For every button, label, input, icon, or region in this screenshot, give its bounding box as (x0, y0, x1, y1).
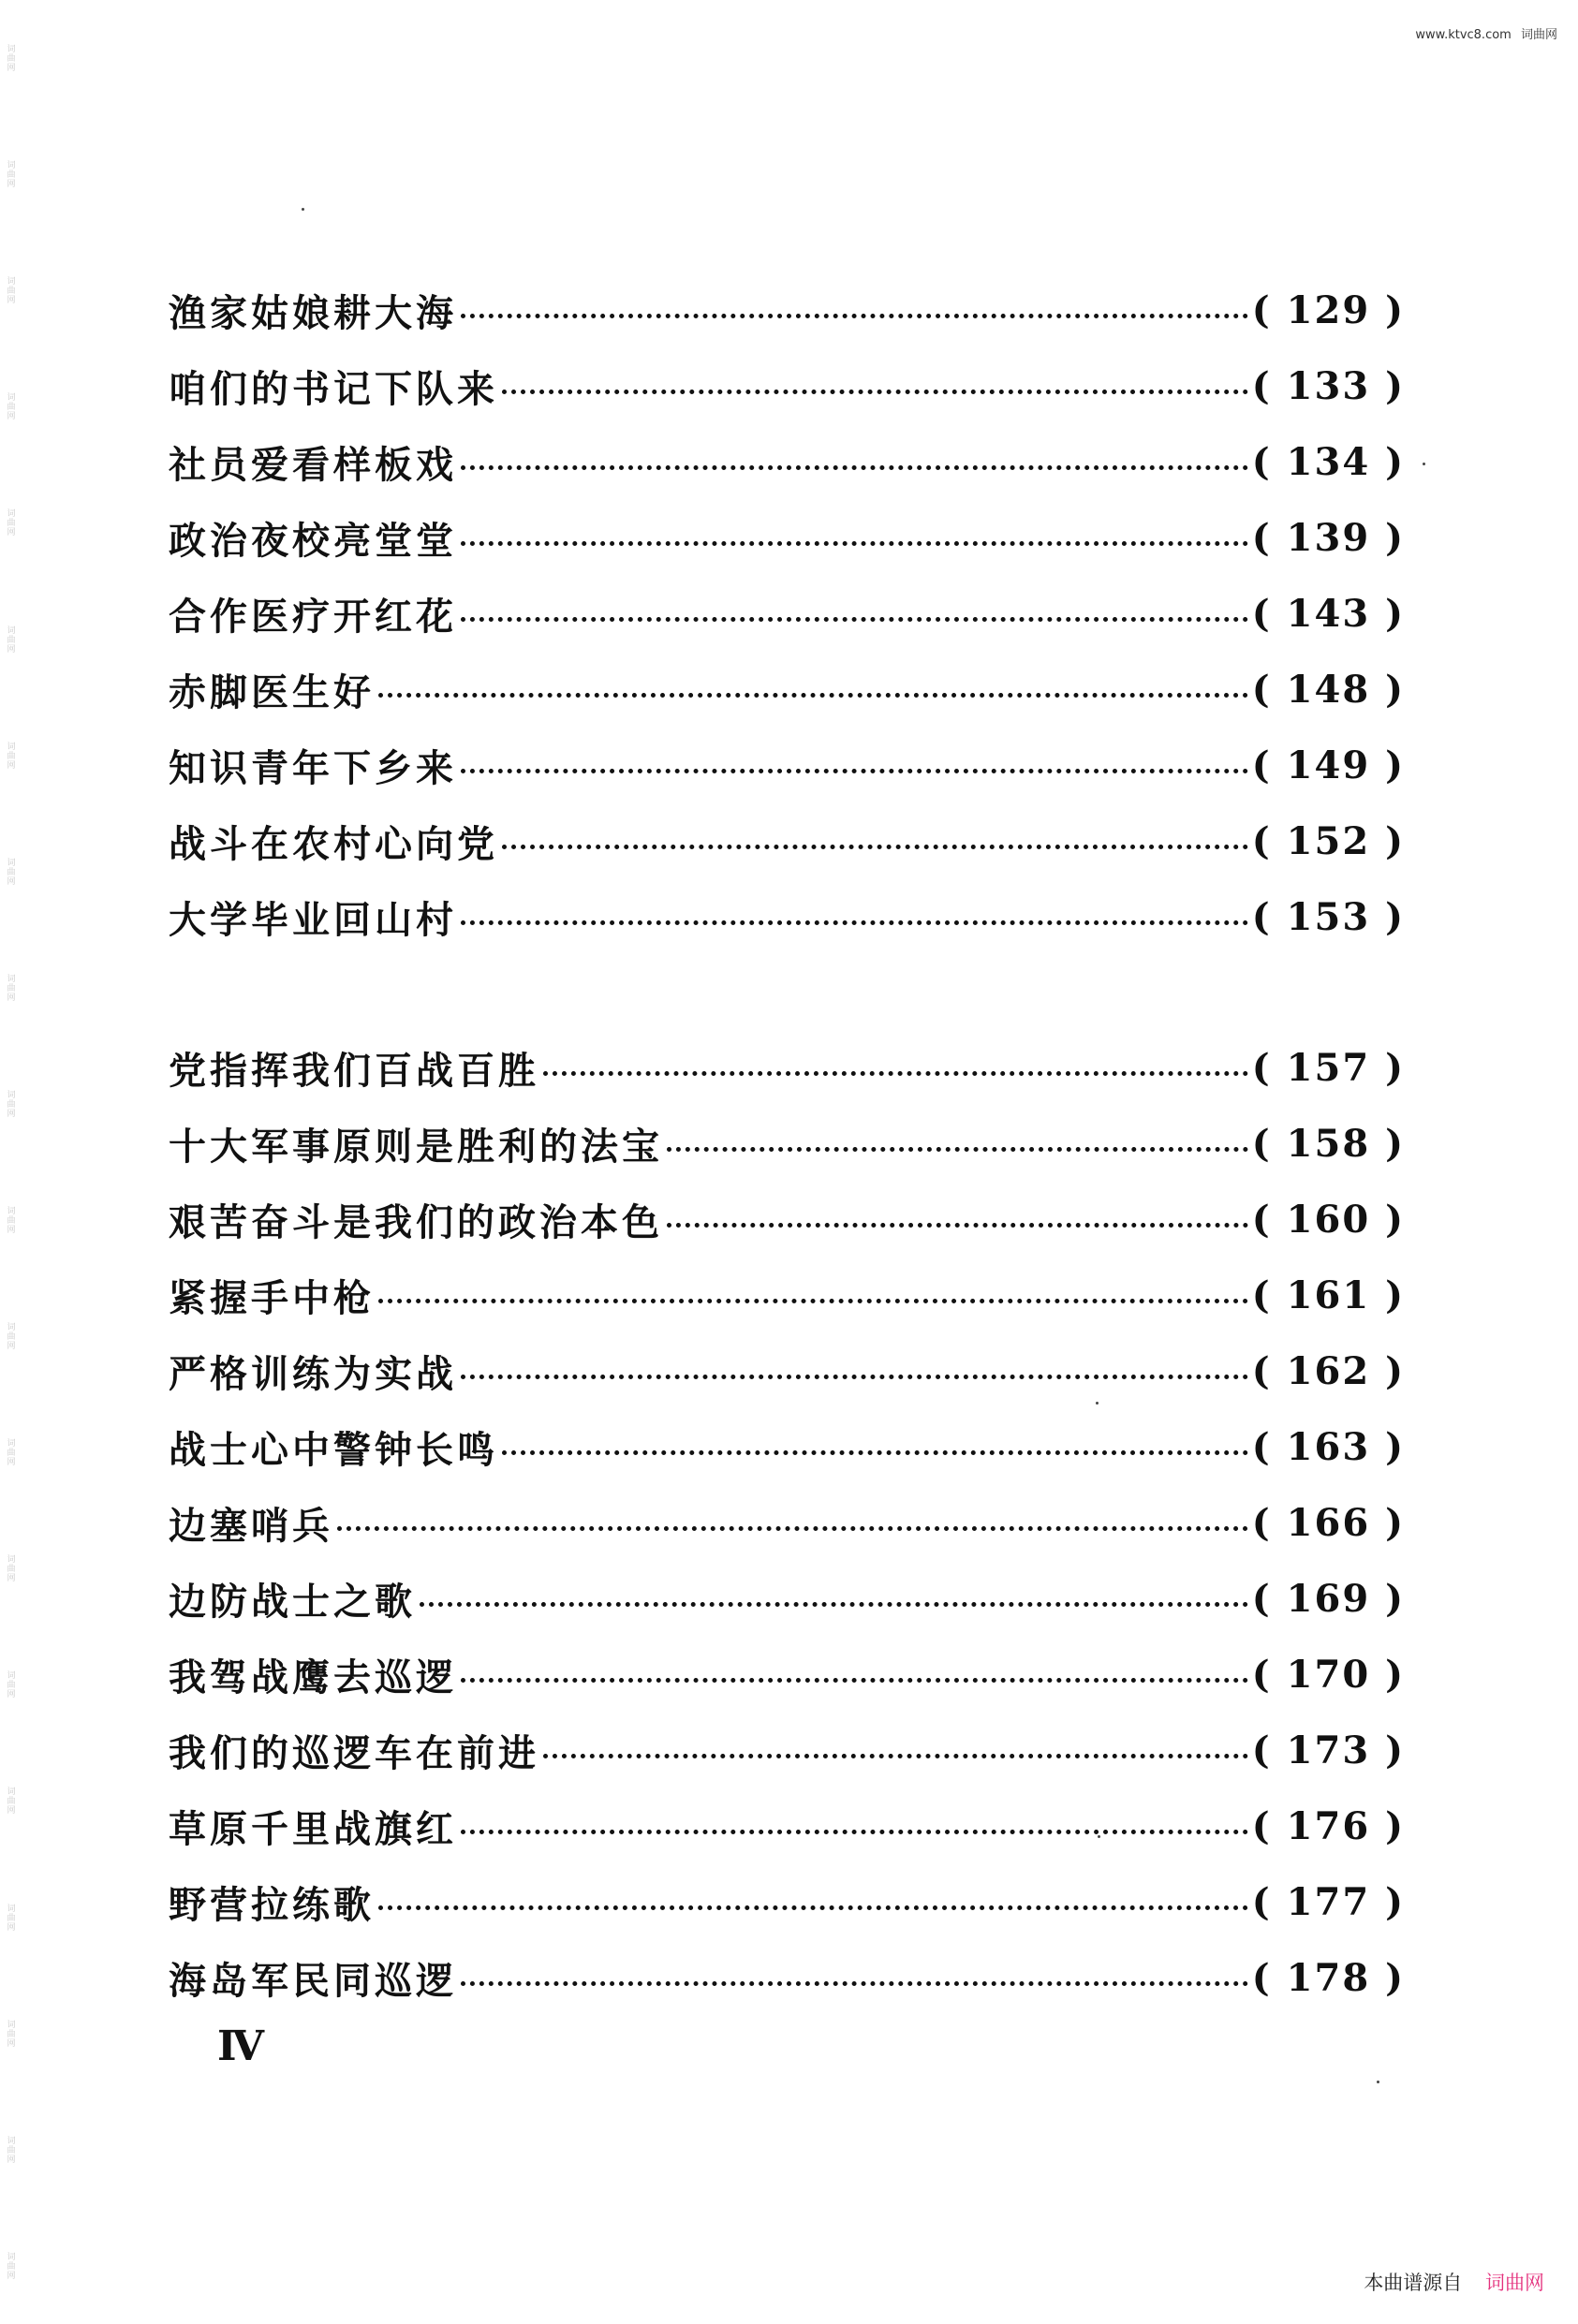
toc-entry-title: 草原千里战旗红 (169, 1807, 457, 1851)
toc-entry-page: ( 162 ) (1251, 1349, 1405, 1393)
site-name: 词曲网 (1520, 28, 1557, 42)
toc-entry-page: ( 158 ) (1251, 1122, 1405, 1166)
dot-leader (461, 465, 1248, 470)
toc-entry-page: ( 163 ) (1251, 1425, 1405, 1469)
scan-speck (1423, 463, 1425, 465)
dot-leader (461, 920, 1248, 925)
toc-entry-page: ( 173 ) (1251, 1728, 1405, 1772)
dot-leader (461, 1981, 1248, 1986)
toc-entry-title: 严格训练为实战 (169, 1352, 457, 1396)
source-label: 本曲谱源自 (1364, 2272, 1463, 2294)
toc-entry[interactable] (169, 1713, 1405, 1788)
toc-entry-page: ( 169 ) (1251, 1577, 1405, 1621)
toc-entry-page: ( 177 ) (1251, 1880, 1405, 1924)
watermark-text: 词曲网 (5, 625, 15, 654)
scan-speck (302, 208, 304, 211)
toc-entry[interactable] (169, 576, 1405, 652)
toc-entry[interactable] (169, 500, 1405, 576)
dot-leader (502, 390, 1248, 394)
toc-entry-page: ( 176 ) (1251, 1804, 1405, 1848)
dot-leader (461, 1375, 1248, 1379)
toc-entry-page: ( 166 ) (1251, 1501, 1405, 1545)
watermark-text: 词曲网 (5, 2135, 15, 2164)
watermark-text: 词曲网 (5, 160, 15, 189)
toc-entry[interactable] (169, 1182, 1405, 1258)
toc-entry[interactable] (169, 1409, 1405, 1485)
watermark-text: 词曲网 (5, 1787, 15, 1816)
toc-entry[interactable] (169, 1940, 1405, 2016)
toc-entry[interactable] (169, 1030, 1405, 1106)
dot-leader (461, 617, 1248, 622)
dot-leader (667, 1223, 1248, 1228)
toc-entry-title: 艰苦奋斗是我们的政治本色 (169, 1200, 663, 1244)
toc-entry[interactable] (169, 1864, 1405, 1940)
scan-speck (1377, 2081, 1379, 2083)
dot-leader (543, 1071, 1248, 1076)
toc-entry[interactable] (169, 1788, 1405, 1864)
dot-leader (420, 1602, 1248, 1607)
toc-entry-page: ( 170 ) (1251, 1653, 1405, 1697)
watermark-text: 词曲网 (5, 276, 15, 305)
dot-leader (461, 769, 1248, 773)
site-url-link[interactable]: www.ktvc8.com (1415, 28, 1512, 42)
toc-entry[interactable] (169, 652, 1405, 728)
toc-entry-page: ( 157 ) (1251, 1046, 1405, 1090)
watermark-text: 词曲网 (5, 741, 15, 770)
scan-speck (1098, 1835, 1100, 1838)
dot-leader (461, 1678, 1248, 1683)
watermark-text: 词曲网 (5, 1089, 15, 1118)
toc-entry-page: ( 133 ) (1251, 364, 1405, 408)
toc-entry[interactable] (169, 879, 1405, 955)
toc-entry[interactable] (169, 1106, 1405, 1182)
toc-entry[interactable] (169, 348, 1405, 424)
toc-entry-title: 党指挥我们百战百胜 (169, 1049, 539, 1093)
dot-leader (461, 1830, 1248, 1834)
toc-entry-title: 政治夜校亮堂堂 (169, 519, 457, 563)
watermark-text: 词曲网 (5, 1205, 15, 1234)
toc-entry-title: 知识青年下乡来 (169, 746, 457, 790)
toc-entry-title: 咱们的书记下队来 (169, 367, 498, 411)
watermark-text: 词曲网 (5, 392, 15, 421)
watermark-text: 词曲网 (5, 1670, 15, 1699)
dot-leader (337, 1526, 1248, 1531)
toc-entry-page: ( 161 ) (1251, 1273, 1405, 1317)
toc-entry-title: 大学毕业回山村 (169, 898, 457, 942)
toc-entry-title: 紧握手中枪 (169, 1276, 375, 1320)
toc-entry[interactable] (169, 1333, 1405, 1409)
dot-leader (461, 314, 1248, 318)
toc-entry-title: 渔家姑娘耕大海 (169, 291, 457, 335)
toc-entry-title: 社员爱看样板戏 (169, 443, 457, 487)
brand-link[interactable]: 词曲网 (1485, 2272, 1544, 2294)
toc-entry-page: ( 148 ) (1251, 668, 1405, 712)
toc-entry-title: 赤脚医生好 (169, 670, 375, 714)
toc-entry-title: 战士心中警钟长鸣 (169, 1428, 498, 1472)
dot-leader (378, 693, 1248, 698)
toc-entry-page: ( 139 ) (1251, 516, 1405, 560)
toc-section-2 (169, 1030, 1405, 2016)
watermark-text: 词曲网 (5, 1554, 15, 1583)
watermark-text: 词曲网 (5, 1438, 15, 1467)
toc-entry[interactable] (169, 803, 1405, 879)
dot-leader (667, 1147, 1248, 1152)
toc-entry-page: ( 134 ) (1251, 440, 1405, 484)
source-footer (1364, 2268, 1544, 2296)
watermark-text: 词曲网 (5, 508, 15, 537)
toc-entry[interactable] (169, 272, 1405, 348)
toc-entry-page: ( 160 ) (1251, 1198, 1405, 1242)
toc-entry[interactable] (169, 424, 1405, 500)
dot-leader (502, 845, 1248, 849)
toc-entry[interactable] (169, 1561, 1405, 1637)
watermark-text: 词曲网 (5, 2019, 15, 2048)
toc-entry-title: 边塞哨兵 (169, 1504, 333, 1548)
toc-entry[interactable] (169, 728, 1405, 803)
toc-entry-page: ( 149 ) (1251, 743, 1405, 787)
watermark-text: 词曲网 (5, 1903, 15, 1932)
watermark-text: 词曲网 (5, 2251, 15, 2280)
toc-entry-title: 野营拉练歌 (169, 1883, 375, 1927)
toc-entry[interactable] (169, 1258, 1405, 1333)
toc-entry[interactable] (169, 1485, 1405, 1561)
dot-leader (378, 1905, 1248, 1910)
watermark-text: 词曲网 (5, 973, 15, 1002)
watermark-text: 词曲网 (5, 1322, 15, 1351)
toc-entry-title: 合作医疗开红花 (169, 595, 457, 639)
toc-entry-title: 战斗在农村心向党 (169, 822, 498, 866)
page-number: Ⅳ (217, 2022, 264, 2070)
toc-entry-page: ( 152 ) (1251, 819, 1405, 863)
dot-leader (543, 1754, 1248, 1758)
toc-entry-title: 我驾战鹰去巡逻 (169, 1655, 457, 1699)
toc-entry-page: ( 178 ) (1251, 1956, 1405, 2000)
watermark-text: 词曲网 (5, 857, 15, 886)
toc-entry-title: 十大军事原则是胜利的法宝 (169, 1125, 663, 1169)
scan-speck (1096, 1402, 1099, 1405)
toc-entry-title: 边防战士之歌 (169, 1580, 416, 1624)
dot-leader (502, 1450, 1248, 1455)
toc-entry[interactable] (169, 1637, 1405, 1713)
toc-entry-page: ( 153 ) (1251, 895, 1405, 939)
dot-leader (378, 1299, 1248, 1303)
toc-entry-title: 海岛军民同巡逻 (169, 1959, 457, 2003)
watermark-text: 词曲网 (5, 44, 15, 73)
toc-entry-page: ( 129 ) (1251, 288, 1405, 332)
toc-section-1 (169, 272, 1405, 955)
dot-leader (461, 541, 1248, 546)
toc-entry-title: 我们的巡逻车在前进 (169, 1731, 539, 1775)
toc-entry-page: ( 143 ) (1251, 592, 1405, 636)
